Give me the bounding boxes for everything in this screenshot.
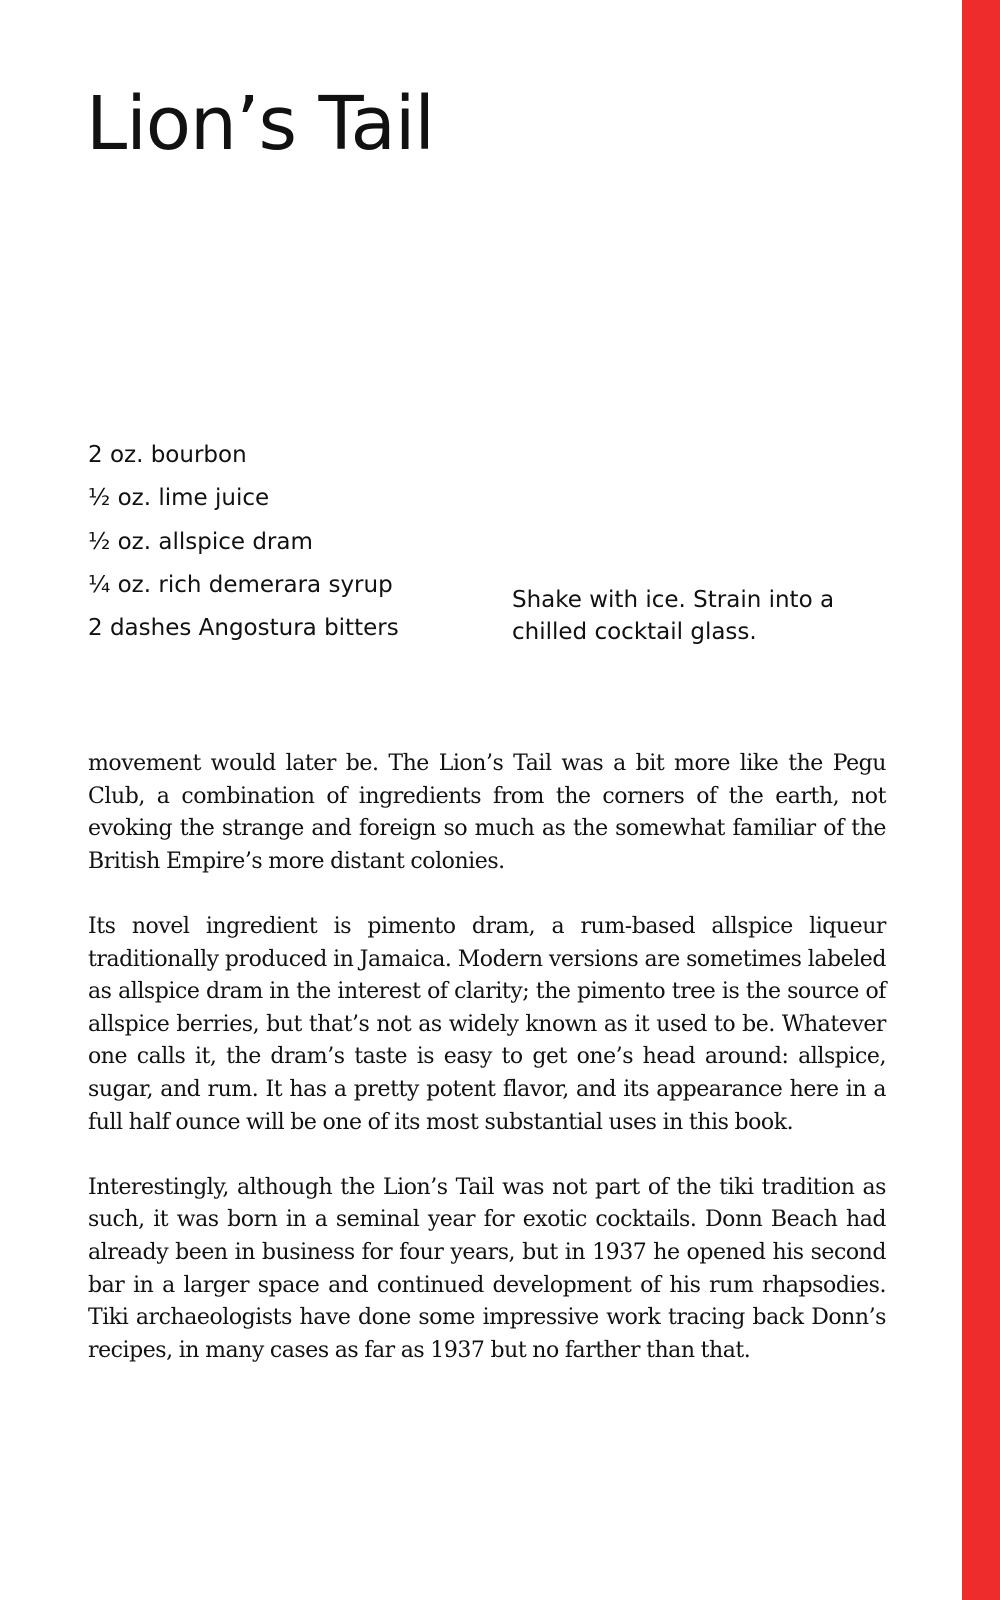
- ingredient-list: [88, 441, 488, 657]
- ingredient-item: 2 oz. bourbon: [88, 442, 247, 468]
- body-paragraph: Interestingly, although the Lion’s Tail was not part of the tiki tradition as such, it was born in a seminal year for exotic cocktails. Donn Beach had already been in business for four years, but in 1937 he opened his second bar in a larger space and continued development of his rum rhapsodies. Tiki archaeologists have done some impressive work tracing back Donn’s recipes, in many cases as far as 1937 but no farther than that.: [88, 1174, 886, 1363]
- body-paragraph: movement would later be. The Lion’s Tail was a bit more like the Pegu Club, a combination of ingredients from the corners of the earth, not evoking the strange and foreign so much as the somewhat familiar of the British Empire’s more distant colonies.: [88, 751, 886, 874]
- red-edge-strip: [962, 0, 1000, 1600]
- recipe-title: Lion’s Tail: [86, 81, 434, 167]
- ingredient-item: ¼ oz. rich demerara syrup: [88, 571, 393, 598]
- ingredient-item: 2 dashes Angostura bitters: [88, 615, 399, 642]
- ingredient-item: ½ oz. lime juice: [88, 485, 270, 512]
- body-paragraph: Its novel ingredient is pimento dram, a rum-based allspice liqueur traditionally produced in Jamaica. Modern versions are sometimes labeled as allspice dram in the interest of clarity; the pimento tree is the source of allspice berries, but that’s not as widely known as it used to be. Whatever one calls it, the dram’s taste is easy to get one’s head around: allspice, sugar, and rum. It has a pretty potent flavor, and its appearance here in a full half ounce will be one of its most substantial uses in this book.: [88, 913, 886, 1135]
- ingredient-item: ½ oz. allspice dram: [88, 528, 313, 555]
- body-text: [88, 748, 886, 1400]
- recipe-method: Shake with ice. Strain into a chilled cocktail glass.: [512, 587, 835, 645]
